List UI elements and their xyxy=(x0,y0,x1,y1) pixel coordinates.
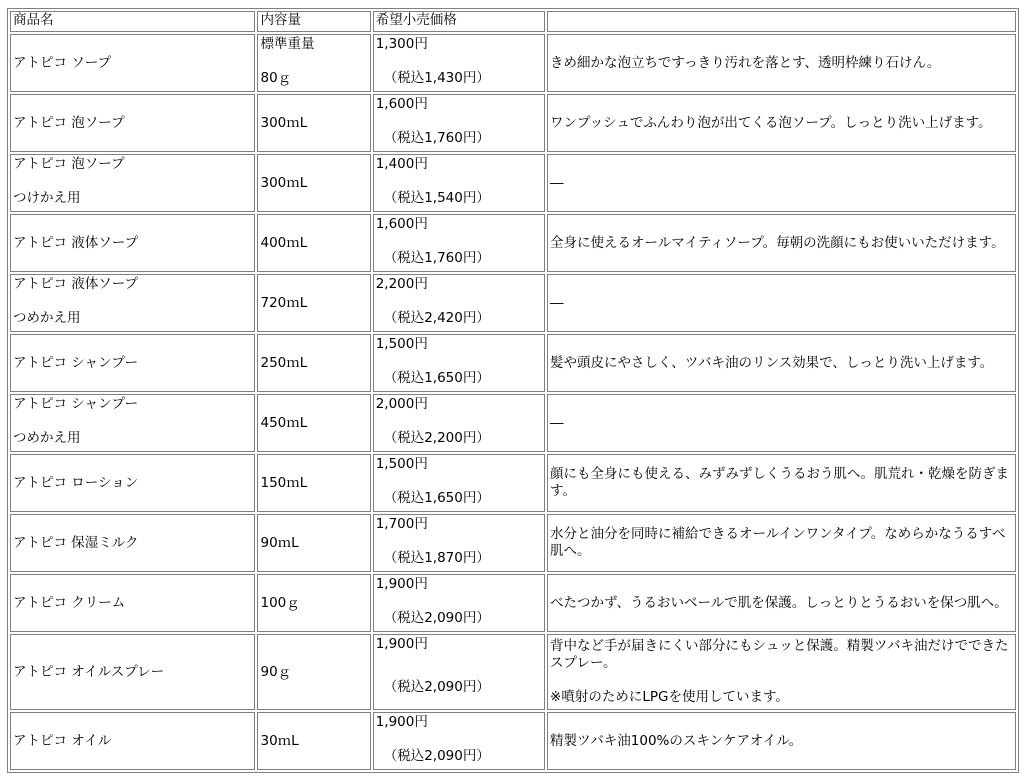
table-row xyxy=(10,274,1016,332)
product-table xyxy=(7,8,1019,773)
description: 顔にも全身にも使える、みずみずしくうるおう肌へ。肌荒れ・乾燥を防ぎます。 xyxy=(550,466,1010,499)
price: 1,900円 xyxy=(375,636,428,652)
volume: 450ｍL xyxy=(260,414,308,431)
price-with-tax: （税込2,090円） xyxy=(383,748,490,764)
table-row xyxy=(10,94,1016,152)
price-with-tax: （税込2,090円） xyxy=(383,679,490,695)
product-name-cell xyxy=(10,34,255,92)
description: きめ細かな泡立ちですっきり汚れを落とす、透明枠練り石けん。 xyxy=(550,54,941,71)
product-name: アトピコ 液体ソープ xyxy=(13,234,139,251)
price-with-tax: （税込1,540円） xyxy=(383,190,490,206)
volume: 100ｇ xyxy=(260,594,300,611)
price-cell xyxy=(373,454,545,512)
table-row xyxy=(10,34,1016,92)
description-cell xyxy=(547,574,1016,632)
description: 全身に使えるオールマイティソープ。毎朝の洗顔にもお使いいただけます。 xyxy=(550,234,1005,251)
price-with-tax: （税込1,760円） xyxy=(383,130,490,146)
price-with-tax: （税込1,760円） xyxy=(383,250,490,266)
description-cell xyxy=(547,634,1016,710)
product-name-cell xyxy=(10,634,255,710)
volume: 300ｍL xyxy=(260,114,308,131)
description: ※噴射のためにLPGを使用しています。 xyxy=(550,689,789,705)
product-name-cell xyxy=(10,274,255,332)
volume: 90ｍL xyxy=(260,534,299,551)
product-name-cell xyxy=(10,154,255,212)
price-cell xyxy=(373,334,545,392)
price: 1,600円 xyxy=(375,216,428,232)
product-name-cell xyxy=(10,574,255,632)
price-cell xyxy=(373,94,545,152)
product-name-cell xyxy=(10,454,255,512)
product-name: アトピコ クリーム xyxy=(13,594,126,611)
description: 水分と油分を同時に補給できるオールインワンタイプ。なめらかなうるすべ肌へ。 xyxy=(550,526,1006,559)
price-with-tax: （税込2,200円） xyxy=(383,430,490,446)
product-name: つめかえ用 xyxy=(13,310,81,326)
volume-cell xyxy=(257,154,370,212)
price: 2,200円 xyxy=(375,276,428,292)
price-with-tax: （税込1,870円） xyxy=(383,550,490,566)
product-name: つめかえ用 xyxy=(13,430,81,446)
product-name: アトピコ ソープ xyxy=(13,54,112,71)
price-cell xyxy=(373,274,545,332)
volume: 400ｍL xyxy=(260,234,308,251)
header-volume: 内容量 xyxy=(257,11,370,32)
product-name-cell xyxy=(10,94,255,152)
volume-cell xyxy=(257,514,370,572)
header-row xyxy=(10,11,1016,32)
volume: 300ｍL xyxy=(260,174,308,191)
volume-cell xyxy=(257,274,370,332)
price-with-tax: （税込2,420円） xyxy=(383,310,490,326)
product-name-cell xyxy=(10,334,255,392)
price-cell xyxy=(373,34,545,92)
volume-cell xyxy=(257,334,370,392)
description-cell xyxy=(547,34,1016,92)
price-cell xyxy=(373,214,545,272)
price-cell xyxy=(373,394,545,452)
description: ― xyxy=(550,414,564,431)
product-name-cell xyxy=(10,712,255,770)
price: 1,900円 xyxy=(375,714,428,730)
volume: 150ｍL xyxy=(260,474,308,491)
price: 1,300円 xyxy=(375,36,428,52)
description-cell xyxy=(547,274,1016,332)
header-price: 希望小売価格 xyxy=(373,11,545,32)
product-name: アトピコ シャンプー xyxy=(13,354,139,371)
price: 2,000円 xyxy=(375,396,428,412)
table-row xyxy=(10,154,1016,212)
description-cell xyxy=(547,94,1016,152)
product-name: アトピコ シャンプー xyxy=(13,396,139,412)
description-cell xyxy=(547,154,1016,212)
price: 1,700円 xyxy=(375,516,428,532)
volume-cell xyxy=(257,94,370,152)
product-name: アトピコ オイルスプレー xyxy=(13,663,165,680)
price: 1,400円 xyxy=(375,156,428,172)
product-name-cell xyxy=(10,214,255,272)
volume-cell xyxy=(257,454,370,512)
volume: 標準重量 xyxy=(260,36,315,52)
description: 髪や頭皮にやさしく、ツバキ油のリンス効果で、しっとり洗い上げます。 xyxy=(550,354,994,371)
product-name: アトピコ 泡ソープ xyxy=(13,156,125,172)
volume: 80ｇ xyxy=(260,70,292,86)
price-cell xyxy=(373,712,545,770)
table-row xyxy=(10,712,1016,770)
description-cell xyxy=(547,514,1016,572)
price: 1,500円 xyxy=(375,456,428,472)
description-cell xyxy=(547,334,1016,392)
product-name: アトピコ 泡ソープ xyxy=(13,114,125,131)
table-row xyxy=(10,214,1016,272)
description-cell xyxy=(547,454,1016,512)
price-with-tax: （税込1,650円） xyxy=(383,370,490,386)
table-row xyxy=(10,394,1016,452)
volume-cell xyxy=(257,394,370,452)
table-row xyxy=(10,634,1016,710)
description: 精製ツバキ油100%のスキンケアオイル。 xyxy=(550,732,803,749)
price-cell xyxy=(373,634,545,710)
price-with-tax: （税込2,090円） xyxy=(383,610,490,626)
product-name: アトピコ オイル xyxy=(13,732,112,749)
description: ワンプッシュでふんわり泡が出てくる泡ソープ。しっとり洗い上げます。 xyxy=(550,114,992,131)
header-description xyxy=(547,11,1016,32)
table-row xyxy=(10,574,1016,632)
product-name: アトピコ ローション xyxy=(13,474,139,491)
price-cell xyxy=(373,514,545,572)
description: べたつかず、うるおいベールで肌を保護。しっとりとうるおいを保つ肌へ。 xyxy=(550,594,1008,611)
description: 背中など手が届きにくい部分にもシュッと保護。精製ツバキ油だけでできたスプレー。 xyxy=(550,638,1009,671)
price-with-tax: （税込1,650円） xyxy=(383,490,490,506)
price-cell xyxy=(373,574,545,632)
description: ― xyxy=(550,294,564,311)
volume-cell xyxy=(257,712,370,770)
volume-cell xyxy=(257,634,370,710)
table-row xyxy=(10,514,1016,572)
price-with-tax: （税込1,430円） xyxy=(383,70,490,86)
product-name-cell xyxy=(10,394,255,452)
product-name: つけかえ用 xyxy=(13,190,81,206)
header-product-name: 商品名 xyxy=(10,11,255,32)
product-name: アトピコ 液体ソープ xyxy=(13,276,139,292)
product-name: アトピコ 保湿ミルク xyxy=(13,534,139,551)
price: 1,900円 xyxy=(375,576,428,592)
price: 1,500円 xyxy=(375,336,428,352)
price-cell xyxy=(373,154,545,212)
description-cell xyxy=(547,394,1016,452)
volume-cell xyxy=(257,34,370,92)
price: 1,600円 xyxy=(375,96,428,112)
volume: 250ｍL xyxy=(260,354,308,371)
description-cell xyxy=(547,214,1016,272)
volume-cell xyxy=(257,574,370,632)
volume: 720ｍL xyxy=(260,294,308,311)
table-row xyxy=(10,454,1016,512)
table-row xyxy=(10,334,1016,392)
volume: 30ｍL xyxy=(260,732,299,749)
volume-cell xyxy=(257,214,370,272)
description-cell xyxy=(547,712,1016,770)
description: ― xyxy=(550,174,564,191)
product-name-cell xyxy=(10,514,255,572)
volume: 90ｇ xyxy=(260,663,292,680)
